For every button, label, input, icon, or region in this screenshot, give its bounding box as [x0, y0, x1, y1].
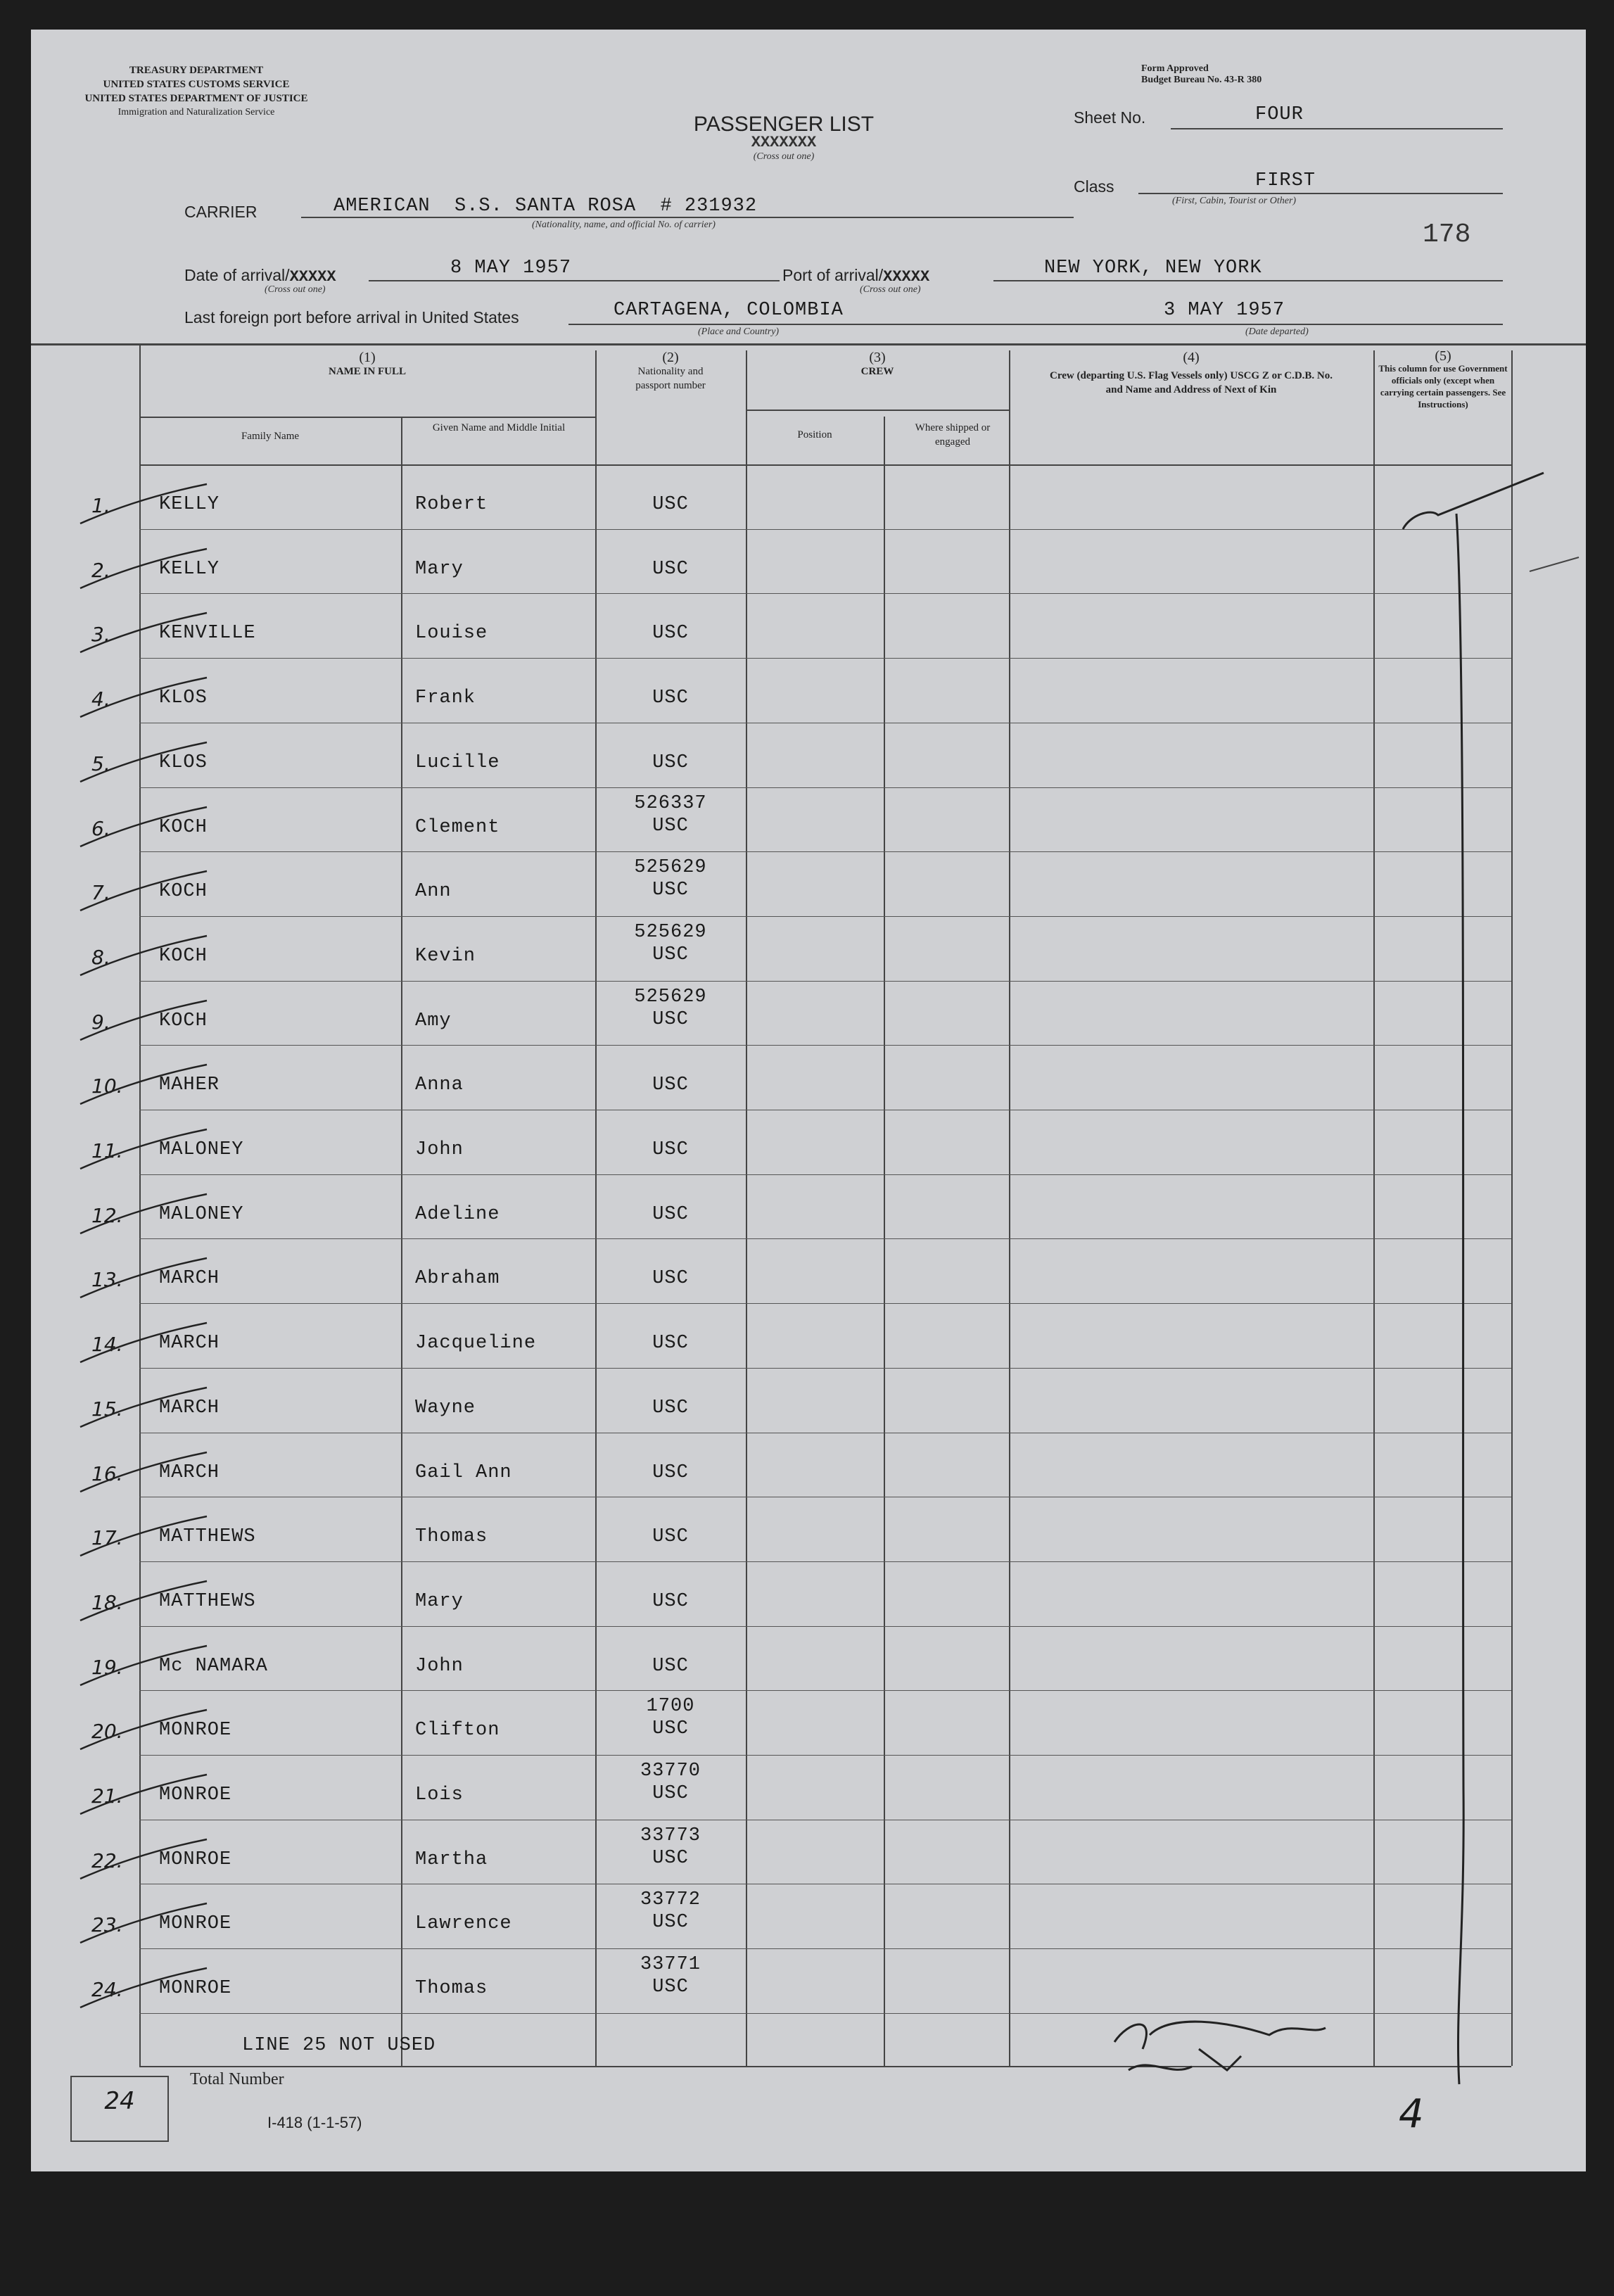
tick-mark-icon [1530, 557, 1579, 571]
nationality: USC [652, 1977, 689, 1998]
nationality: USC [652, 1462, 689, 1483]
given-name: Anna [415, 1074, 464, 1096]
port-value: NEW YORK, NEW YORK [1044, 258, 1262, 279]
family-name: KOCH [159, 946, 208, 967]
title-note: (Cross out one) [753, 151, 815, 162]
row-number: 15. [91, 1397, 123, 1421]
family-name: KOCH [159, 881, 208, 902]
nationality: USC [652, 494, 689, 515]
total-value: 24 [104, 2087, 135, 2115]
carrier-value: AMERICAN S.S. SANTA ROSA # 231932 [333, 196, 758, 217]
count-mark: 4 [1399, 2091, 1424, 2137]
family-name: MARCH [159, 1462, 220, 1483]
nationality: USC [652, 752, 689, 773]
nationality: USC [652, 816, 689, 837]
total-label: Total Number [190, 2070, 284, 2088]
given-name: Clement [415, 817, 500, 838]
vertical-tally-line-icon [1456, 514, 1463, 2084]
row-number: 7. [91, 881, 110, 904]
departed-value: 3 MAY 1957 [1164, 300, 1285, 321]
agency-line: Immigration and Naturalization Service [117, 107, 275, 118]
col3-num: (3) [869, 350, 886, 365]
port-struck: XXXXX [883, 268, 930, 286]
passport-number: 525629 [634, 987, 707, 1008]
given-name: Lucille [415, 752, 500, 773]
page-number: 178 [1423, 220, 1471, 250]
col4-title: Crew (departing U.S. Flag Vessels only) USCG Z or C.D.B. No. and Name and Address of Next of Kin [1050, 370, 1333, 395]
row-number: 11. [91, 1139, 123, 1162]
row-number: 2. [91, 559, 110, 582]
form-code: I-418 (1-1-57) [267, 2114, 362, 2131]
row-number: 9. [91, 1010, 110, 1034]
row-number: 20. [91, 1720, 123, 1743]
nationality: USC [652, 1591, 689, 1612]
row-number: 8. [91, 946, 110, 969]
family-name: MALONEY [159, 1204, 244, 1225]
family-name: KOCH [159, 1010, 208, 1032]
passenger-list-sheet [31, 30, 1586, 2171]
sheet-value: FOUR [1255, 104, 1304, 125]
row-number: 16. [91, 1462, 123, 1485]
passport-number: 525629 [634, 922, 707, 943]
passport-number: 33773 [640, 1825, 701, 1846]
form-approved-line: Budget Bureau No. 43-R 380 [1141, 75, 1262, 85]
carrier-note: (Nationality, name, and official No. of carrier) [532, 220, 716, 230]
family-name: Mc NAMARA [159, 1656, 268, 1677]
given-name: Thomas [415, 1526, 488, 1547]
given-name: Thomas [415, 1978, 488, 1999]
row-number: 6. [91, 817, 110, 840]
row-number: 10. [91, 1074, 123, 1098]
row-number: 3. [91, 623, 110, 646]
given-name: John [415, 1139, 464, 1160]
carrier-label: CARRIER [184, 203, 258, 221]
row-number: 18. [91, 1591, 123, 1614]
passport-number: 525629 [634, 857, 707, 878]
nationality: USC [652, 1526, 689, 1547]
col2-title: Nationality and passport number [635, 366, 706, 391]
nationality: USC [652, 1397, 689, 1419]
passport-number: 33772 [640, 1889, 701, 1910]
arrival-note: (Cross out one) [265, 284, 326, 295]
given-name: Mary [415, 559, 464, 580]
nationality: USC [652, 1333, 689, 1354]
nationality: USC [652, 1912, 689, 1933]
row-number: 21. [91, 1784, 123, 1808]
given-name: Adeline [415, 1204, 500, 1225]
departed-note: (Date departed) [1245, 326, 1309, 337]
family-name: MARCH [159, 1397, 220, 1419]
row-number: 22. [91, 1849, 123, 1872]
nationality: USC [652, 880, 689, 901]
family-name: MALONEY [159, 1139, 244, 1160]
class-value: FIRST [1255, 170, 1316, 191]
family-name: KOCH [159, 817, 208, 838]
family-name: KELLY [159, 494, 220, 515]
agency-line: UNITED STATES CUSTOMS SERVICE [103, 79, 290, 90]
nationality: USC [652, 687, 689, 709]
family-name: KLOS [159, 752, 208, 773]
family-name: MONROE [159, 1849, 232, 1870]
nationality: USC [652, 1204, 689, 1225]
row-number: 24. [91, 1978, 123, 2001]
family-name: MONROE [159, 1978, 232, 1999]
title-struck: XXXXXXX [751, 134, 817, 151]
nationality: USC [652, 1268, 689, 1289]
col5-num: (5) [1435, 348, 1451, 364]
given-name: Wayne [415, 1397, 476, 1419]
nationality: USC [652, 1848, 689, 1869]
arrival-value: 8 MAY 1957 [450, 258, 572, 279]
page-title: PASSENGER LIST [693, 113, 875, 136]
family-name: MONROE [159, 1720, 232, 1741]
given-name: Gail Ann [415, 1462, 512, 1483]
family-name: KENVILLE [159, 623, 256, 644]
given-name: Ann [415, 881, 452, 902]
port-label-text: Port of arrival/ [782, 266, 884, 284]
given-name: Martha [415, 1849, 488, 1870]
col3-title: CREW [860, 366, 894, 377]
sheet-label: Sheet No. [1074, 108, 1146, 127]
arrival-struck: XXXXX [289, 268, 336, 286]
row-number: 17. [91, 1526, 123, 1549]
family-name: MAHER [159, 1074, 220, 1096]
nationality: USC [652, 1718, 689, 1739]
family-name: KELLY [159, 559, 220, 580]
nationality: USC [652, 1656, 689, 1677]
nationality: USC [652, 1139, 689, 1160]
given-name: Lois [415, 1784, 464, 1806]
given-name: Frank [415, 687, 476, 709]
lastport-label: Last foreign port before arrival in United States [184, 308, 519, 326]
given-name: Louise [415, 623, 488, 644]
nationality: USC [652, 1074, 689, 1096]
row-number: 13. [91, 1268, 123, 1291]
class-note: (First, Cabin, Tourist or Other) [1172, 196, 1297, 206]
agency-line: UNITED STATES DEPARTMENT OF JUSTICE [84, 93, 308, 104]
col2-num: (2) [662, 350, 679, 365]
col3-shipped: Where shipped or engaged [915, 422, 991, 448]
nationality: USC [652, 944, 689, 965]
given-name: Jacqueline [415, 1333, 537, 1354]
col5-title: This column for use Government officials only (except when carrying certain passengers. See Instructions) [1378, 363, 1508, 410]
family-name: MONROE [159, 1784, 232, 1806]
nationality: USC [652, 1783, 689, 1804]
given-name: Mary [415, 1591, 464, 1612]
col1-given: Given Name and Middle Initial [432, 422, 566, 433]
passport-number: 33770 [640, 1761, 701, 1782]
row-number: 5. [91, 752, 110, 775]
col1-family: Family Name [241, 431, 300, 442]
lastport-value: CARTAGENA, COLOMBIA [614, 300, 844, 321]
handwriting-overlay [31, 30, 1586, 2171]
nationality: USC [652, 1009, 689, 1030]
given-name: Amy [415, 1010, 452, 1032]
family-name: MATTHEWS [159, 1526, 256, 1547]
given-name: Robert [415, 494, 488, 515]
passport-number: 526337 [634, 793, 707, 814]
row-number: 23. [91, 1913, 123, 1936]
col3-position: Position [797, 429, 832, 440]
given-name: John [415, 1656, 464, 1677]
lastport-note: (Place and Country) [698, 326, 780, 337]
col1-title: NAME IN FULL [328, 366, 406, 377]
passport-number: 33771 [640, 1954, 701, 1975]
class-label: Class [1074, 177, 1114, 196]
given-name: Kevin [415, 946, 476, 967]
signature-icon [1114, 2022, 1326, 2070]
arrival-label-text: Date of arrival/ [184, 266, 290, 284]
agency-line: TREASURY DEPARTMENT [129, 65, 264, 76]
given-name: Lawrence [415, 1913, 512, 1934]
given-name: Abraham [415, 1268, 500, 1289]
family-name: MATTHEWS [159, 1591, 256, 1612]
passport-number: 1700 [646, 1696, 695, 1717]
checkmark-icon [1403, 473, 1544, 529]
family-name: MARCH [159, 1268, 220, 1289]
row-number: 14. [91, 1333, 123, 1356]
row-number: 4. [91, 687, 110, 711]
family-name: MONROE [159, 1913, 232, 1934]
port-note: (Cross out one) [860, 284, 921, 295]
row-number: 12. [91, 1204, 123, 1227]
row-number: 19. [91, 1656, 123, 1679]
nationality: USC [652, 623, 689, 644]
col1-num: (1) [359, 350, 376, 365]
family-name: KLOS [159, 687, 208, 709]
row-number: 1. [91, 494, 110, 517]
line25-note: LINE 25 NOT USED [242, 2035, 436, 2056]
form-approved-line: Form Approved [1141, 63, 1209, 74]
family-name: MARCH [159, 1333, 220, 1354]
given-name: Clifton [415, 1720, 500, 1741]
col4-num: (4) [1183, 350, 1200, 365]
nationality: USC [652, 559, 689, 580]
